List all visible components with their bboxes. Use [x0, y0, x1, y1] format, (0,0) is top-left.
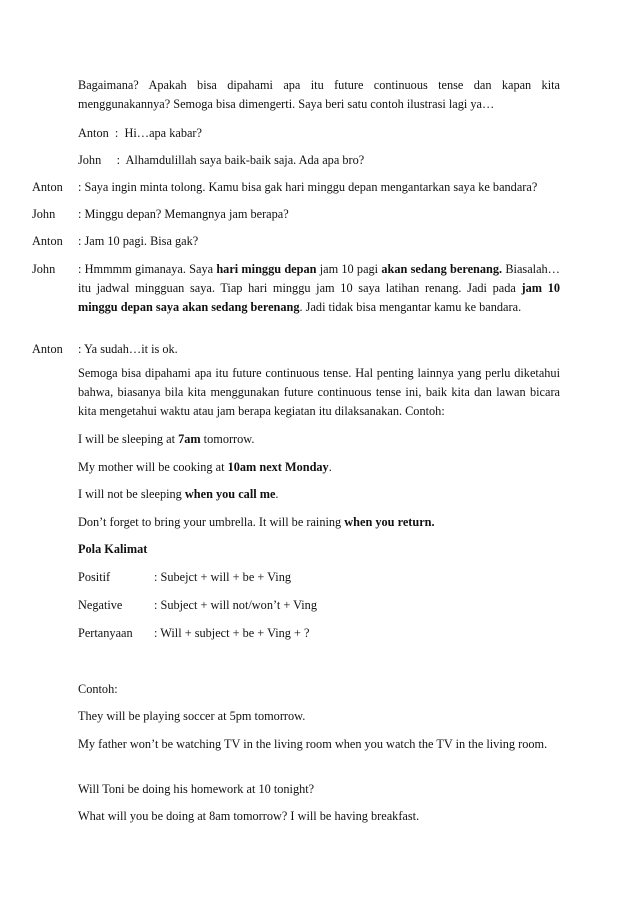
- separator: :: [116, 153, 121, 167]
- dialog-line-john-1: [78, 151, 560, 170]
- pattern-label: Pertanyaan: [78, 626, 133, 640]
- intro-paragraph: Bagaimana? Apakah bisa dipahami apa itu future continuous tense dan kapan kita menggunakannya? Semoga bisa dimengerti. Saya beri satu contoh ilustrasi lagi ya…: [78, 78, 560, 111]
- dialog-text: : Minggu depan? Memangnya jam berapa?: [78, 207, 289, 221]
- dialog-line-anton-1: [78, 124, 560, 143]
- example-sentence: Will Toni be doing his homework at 10 tonight?: [78, 782, 315, 796]
- example-sentence: I will not be sleeping when you call me.: [78, 487, 279, 501]
- explanation-paragraph: Semoga bisa dipahami apa itu future continuous tense. Hal penting lainnya yang perlu diketahui bahwa, biasanya bila kita menggunakan future continuous tense ini, baik kita dan lawan bicara kita mengetahui waktu atau jam berapa kegiatan itu dilaksanakan. Contoh:: [78, 366, 560, 418]
- dialog-text-long: : Hmmmm gimanaya. Saya hari minggu depan jam 10 pagi akan sedang berenang. Biasalah…itu jadwal mingguan saya. Tiap hari minggu jam 10 saya latihan renang. Jadi pada jam 10 minggu depan saya akan sedang berenang. Jadi tidak bisa mengantar kamu ke bandara.: [78, 262, 561, 314]
- dialog-text: Alhamdulillah saya baik-baik saja. Ada apa bro?: [125, 153, 365, 167]
- dialog-text: : Saya ingin minta tolong. Kamu bisa gak hari minggu depan mengantarkan saya ke bandara?: [78, 180, 538, 194]
- example-sentence: My mother will be cooking at 10am next Monday.: [78, 460, 332, 474]
- example-sentence: What will you be doing at 8am tomorrow? I will be having breakfast.: [78, 809, 420, 823]
- example-sentence: They will be playing soccer at 5pm tomorrow.: [78, 709, 306, 723]
- speaker-name: John: [78, 153, 102, 167]
- dialog-text: : Ya sudah…it is ok.: [78, 342, 178, 356]
- contoh-label: Contoh:: [78, 682, 118, 696]
- example-sentence: My father won’t be watching TV in the living room when you watch the TV in the living room.: [78, 737, 548, 751]
- dialog-text: : Jam 10 pagi. Bisa gak?: [78, 234, 199, 248]
- speaker-name: Anton: [32, 342, 63, 356]
- pattern-label: Positif: [78, 570, 111, 584]
- pattern-formula: : Will + subject + be + Ving + ?: [154, 626, 310, 640]
- section-heading: Pola Kalimat: [78, 542, 148, 556]
- pattern-formula: : Subject + will not/won’t + Ving: [154, 598, 317, 612]
- speaker-name: Anton: [32, 234, 63, 248]
- separator: :: [114, 126, 119, 140]
- speaker-name: John: [32, 207, 56, 221]
- speaker-name: Anton: [78, 126, 109, 140]
- example-sentence: I will be sleeping at 7am tomorrow.: [78, 432, 255, 446]
- pattern-label: Negative: [78, 598, 123, 612]
- speaker-name: John: [32, 262, 56, 276]
- speaker-name: Anton: [32, 180, 63, 194]
- pattern-formula: : Subejct + will + be + Ving: [154, 570, 291, 584]
- dialog-text: Hi…apa kabar?: [124, 126, 202, 140]
- example-sentence: Don’t forget to bring your umbrella. It will be raining when you return.: [78, 515, 435, 529]
